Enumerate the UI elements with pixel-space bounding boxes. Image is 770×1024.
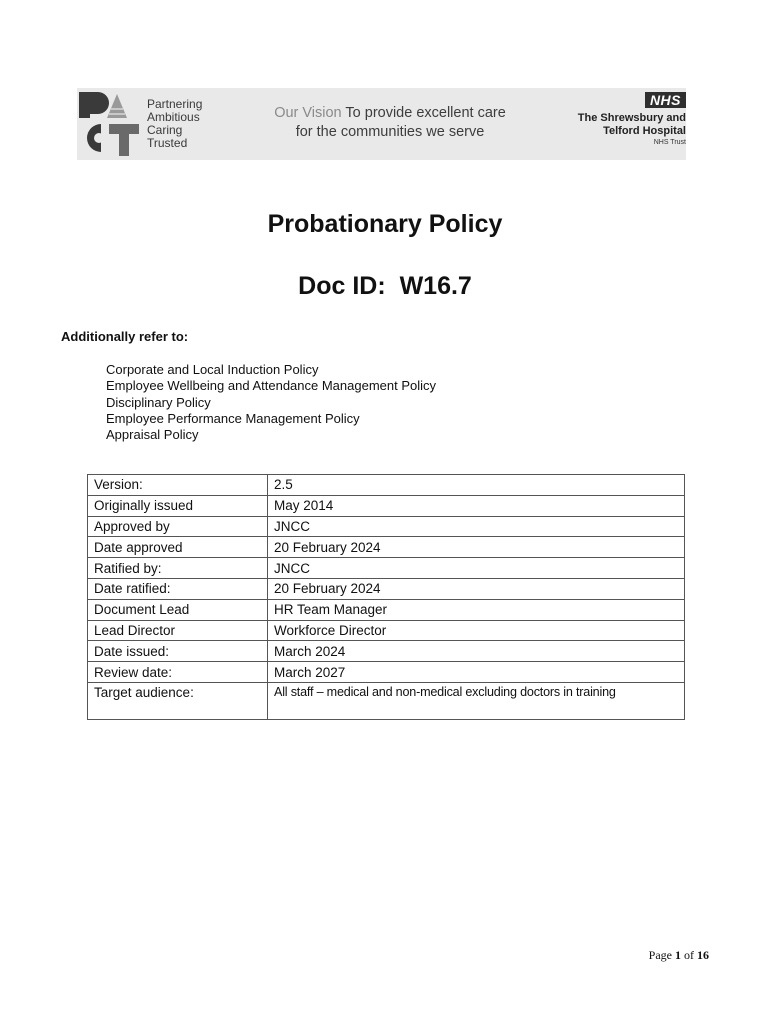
reference-list (106, 362, 436, 443)
vision-lead: Our Vision (274, 105, 342, 121)
field-value: JNCC (268, 516, 685, 537)
field-value: 20 February 2024 (268, 537, 685, 558)
document-id: Doc ID: W16.7 (298, 272, 472, 300)
pact-values (147, 98, 202, 150)
field-label: Date approved (88, 537, 268, 558)
page-number (649, 948, 709, 963)
pact-word: Ambitious (147, 110, 200, 124)
reference-item: Employee Performance Management Policy (106, 410, 360, 426)
page-current: 1 (675, 948, 681, 962)
table-row (88, 475, 685, 496)
table-row (88, 558, 685, 579)
field-value: May 2014 (268, 495, 685, 516)
reference-item: Corporate and Local Induction Policy (106, 362, 319, 377)
field-value: JNCC (268, 558, 685, 579)
table-row (88, 641, 685, 662)
field-label: Approved by (88, 516, 268, 537)
table-row (88, 578, 685, 599)
pact-word: Partnering (147, 97, 203, 111)
table-row (88, 495, 685, 516)
field-label: Originally issued (88, 495, 268, 516)
reference-item: Disciplinary Policy (106, 394, 211, 410)
field-value: Workforce Director (268, 620, 685, 641)
table-row (88, 620, 685, 641)
field-value: March 2027 (268, 662, 685, 683)
trust-name-line1: The Shrewsbury and (577, 112, 686, 124)
field-value: March 2024 (268, 641, 685, 662)
field-label: Date issued: (88, 641, 268, 662)
document-title: Probationary Policy (267, 210, 503, 238)
pact-logo-icon (77, 90, 141, 158)
field-label: Lead Director (88, 620, 268, 641)
page-prefix: Page (648, 948, 675, 962)
reference-item: Employee Wellbeing and Attendance Management Policy (106, 378, 437, 394)
vision-text-line2: for the communities we serve (295, 124, 485, 140)
header-banner (77, 88, 686, 160)
field-value: All staff – medical and non-medical excluding doctors in training (268, 682, 685, 719)
vision-text: To provide excellent care (345, 105, 506, 121)
page-of: of (681, 948, 697, 962)
table-row (88, 537, 685, 558)
table-row (88, 599, 685, 620)
field-value: 2.5 (268, 475, 685, 496)
table-row (88, 662, 685, 683)
field-label: Ratified by: (88, 558, 268, 579)
pact-word: Trusted (147, 136, 188, 150)
field-value: HR Team Manager (268, 599, 685, 620)
nhs-trust-logo (578, 92, 686, 147)
trust-sub: NHS Trust (653, 139, 686, 146)
field-label: Target audience: (88, 682, 268, 719)
table-row (88, 682, 685, 719)
field-label: Document Lead (88, 599, 268, 620)
field-label: Date ratified: (88, 578, 268, 599)
refer-heading: Additionally refer to: (61, 329, 189, 344)
trust-name-line2: Telford Hospital (603, 125, 686, 137)
pact-word: Caring (147, 123, 183, 137)
nhs-badge: NHS (645, 92, 686, 108)
reference-item: Appraisal Policy (106, 427, 199, 443)
field-label: Review date: (88, 662, 268, 683)
field-label: Version: (88, 475, 268, 496)
table-row (88, 516, 685, 537)
field-value: 20 February 2024 (268, 578, 685, 599)
page-total: 16 (697, 948, 709, 962)
vision-statement (255, 104, 525, 142)
document-control-table (87, 474, 685, 720)
